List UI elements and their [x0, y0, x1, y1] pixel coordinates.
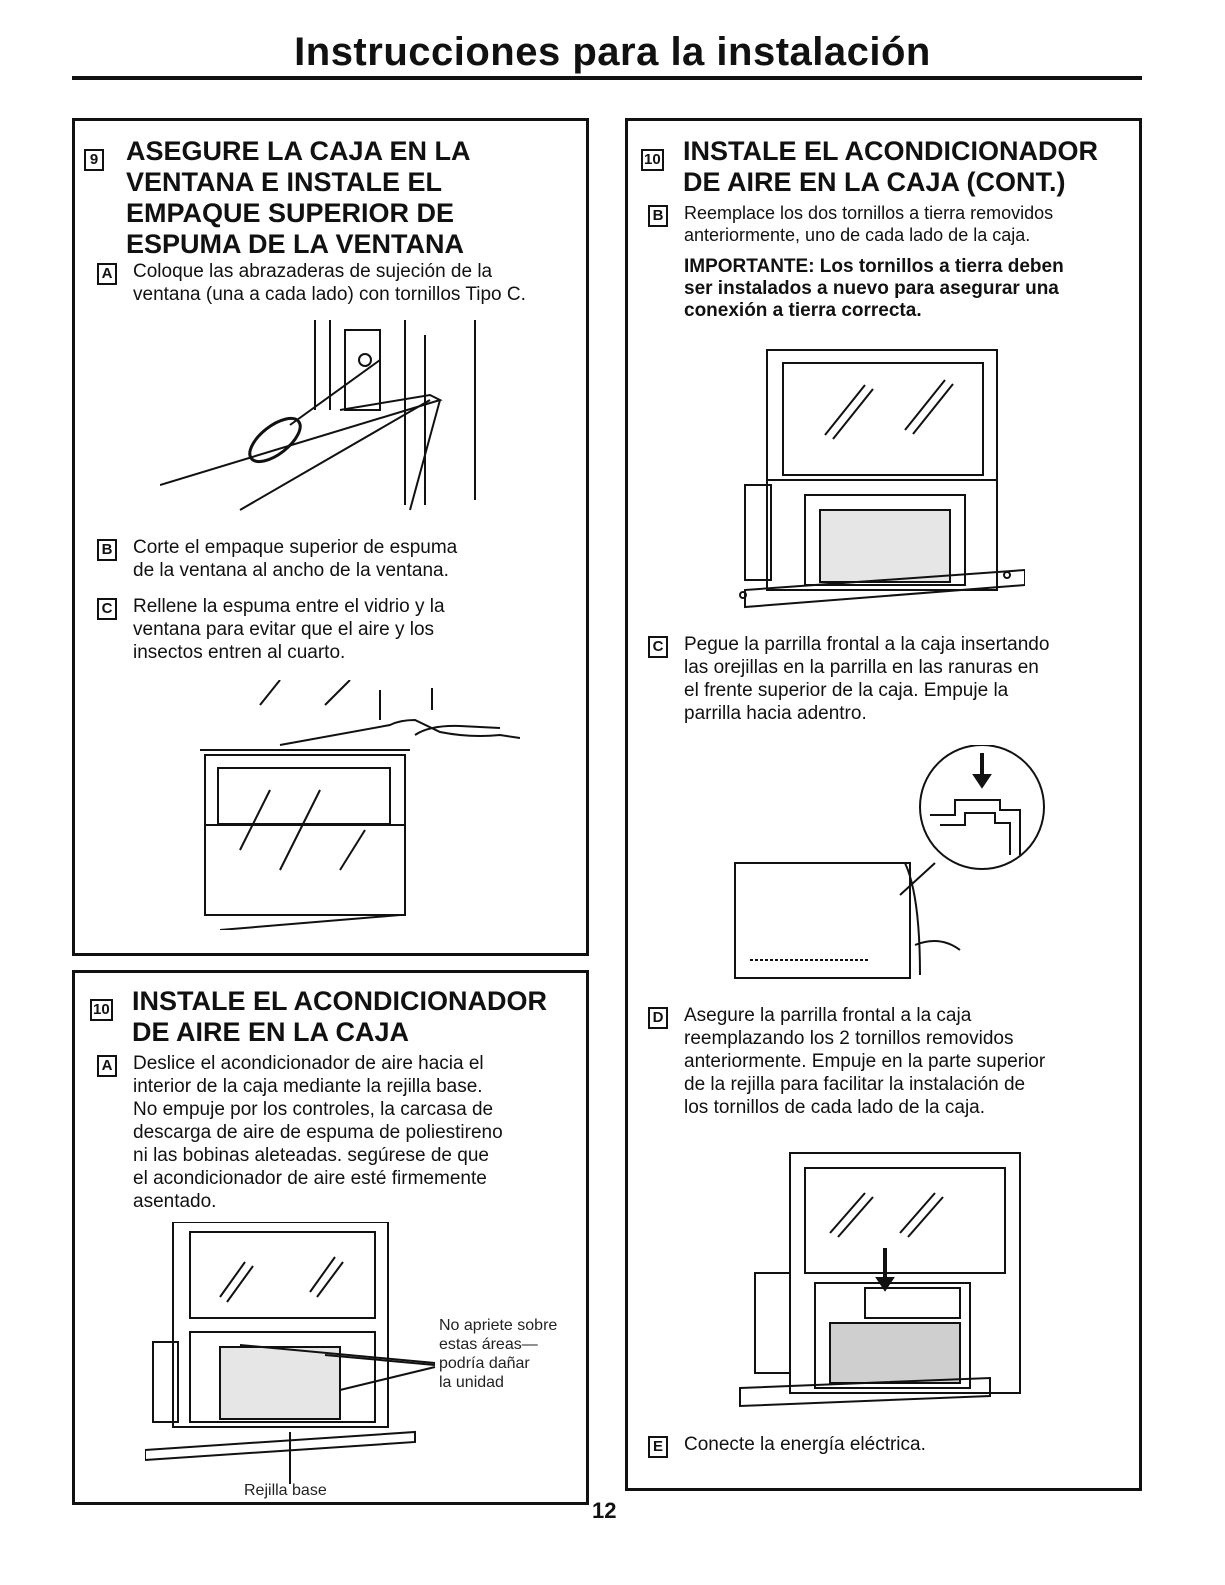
heading-line: INSTALE EL ACONDICIONADOR — [132, 986, 548, 1016]
step-text-line: Coloque las abrazaderas de sujeción de la — [133, 261, 493, 282]
step-text-line: ventana (una a cada lado) con tornillos Tipo C. — [133, 284, 526, 305]
warning-line: la unidad — [439, 1374, 504, 1391]
step-text-line: insectos entren al cuarto. — [133, 642, 346, 663]
heading-line: ESPUMA DE LA VENTANA — [126, 229, 465, 259]
step-text-line: interior de la caja mediante la rejilla base. — [133, 1076, 483, 1097]
step-text-line: los tornillos de cada lado de la caja. — [684, 1097, 986, 1118]
section-10-step-a — [101, 1052, 503, 1213]
step-text-line: reemplazando los 2 tornillos removidos — [684, 1028, 1014, 1049]
ground-screws-illustration — [735, 345, 1025, 610]
step-letter-badge: A — [97, 263, 117, 285]
page-number: 12 — [592, 1498, 617, 1523]
step-text-line: anteriormente, uno de cada lado de la caja. — [684, 225, 1031, 245]
step-letter-badge: B — [97, 539, 117, 561]
step-text-line: ni las bobinas aleteadas. segúrese de que — [133, 1145, 489, 1166]
warning-line: estas áreas— — [439, 1336, 538, 1353]
step-text-line: parrilla hacia adentro. — [684, 703, 867, 724]
warning-arrows — [230, 1335, 440, 1395]
heading-line: DE AIRE EN LA CAJA — [132, 1017, 410, 1047]
step-text-line: Pegue la parrilla frontal a la caja insertando — [684, 634, 1050, 655]
warning-line: No apriete sobre — [439, 1317, 558, 1334]
step-number-badge: 10 — [90, 990, 113, 1021]
section-10-cont-heading — [644, 136, 1099, 198]
title-divider — [72, 76, 1142, 80]
heading-line: INSTALE EL ACONDICIONADOR — [683, 136, 1099, 166]
step-number-badge: 10 — [641, 140, 664, 171]
step-letter-badge: A — [97, 1055, 117, 1077]
important-line: conexión a tierra correcta. — [684, 300, 922, 321]
foam-gasket-illustration — [200, 680, 520, 930]
base-grille-label: Rejilla base — [244, 1482, 327, 1499]
section-10-cont-step-b — [652, 202, 1054, 246]
step-text-line: el acondicionador de aire esté firmemente — [133, 1168, 487, 1189]
step-letter-badge: E — [648, 1436, 668, 1458]
heading-line: ASEGURE LA CAJA EN LA — [126, 136, 471, 166]
step-letter-badge: C — [97, 598, 117, 620]
important-notice — [684, 256, 1064, 322]
step-text-line: el frente superior de la caja. Empuje la — [684, 680, 1009, 701]
step-text-line: Corte el empaque superior de espuma — [133, 537, 458, 558]
step-letter-badge: B — [648, 205, 668, 227]
section-10-cont-step-e — [652, 1433, 926, 1456]
heading-line: EMPAQUE SUPERIOR DE — [126, 198, 455, 228]
page-title: Instrucciones para la instalación — [294, 30, 931, 74]
heading-line: DE AIRE EN LA CAJA (CONT.) — [683, 167, 1066, 197]
section-9-heading — [89, 136, 471, 260]
section-9-step-c — [101, 595, 445, 664]
section-10-cont-step-d — [652, 1004, 1046, 1119]
step-text-line: ventana para evitar que el aire y los — [133, 619, 435, 640]
section-9-step-b — [101, 536, 458, 582]
step-number-badge: 9 — [84, 140, 104, 171]
front-grille-tabs-illustration — [730, 745, 1050, 985]
warning-note — [439, 1316, 557, 1392]
step-text-line: de la rejilla para facilitar la instalación de — [684, 1074, 1026, 1095]
section-10-cont-step-c — [652, 633, 1050, 725]
step-text-line: No empuje por los controles, la carcasa de — [133, 1099, 494, 1120]
bracket-screwdriver-illustration — [160, 315, 500, 515]
step-text-line: Reemplace los dos tornillos a tierra removidos — [684, 203, 1054, 223]
step-text-line: de la ventana al ancho de la ventana. — [133, 560, 449, 581]
step-text-line: Conecte la energía eléctrica. — [684, 1434, 926, 1455]
step-text-line: Rellene la espuma entre el vidrio y la — [133, 596, 445, 617]
warning-line: podría dañar — [439, 1355, 530, 1372]
step-text-line: anteriormente. Empuje en la parte superior — [684, 1051, 1046, 1072]
step-text-line: descarga de aire de espuma de poliestireno — [133, 1122, 503, 1143]
important-line: ser instalados a nuevo para asegurar una — [684, 278, 1059, 299]
step-text-line: Deslice el acondicionador de aire hacia el — [133, 1053, 484, 1074]
section-9-step-a — [101, 260, 526, 306]
installed-grille-illustration — [735, 1148, 1025, 1408]
step-letter-badge: D — [648, 1007, 668, 1029]
step-text-line: asentado. — [133, 1191, 217, 1212]
step-letter-badge: C — [648, 636, 668, 658]
step-text-line: las orejillas en la parrilla en las ranuras en — [684, 657, 1039, 678]
section-10-heading — [93, 986, 548, 1048]
step-text-line: Asegure la parrilla frontal a la caja — [684, 1005, 972, 1026]
heading-line: VENTANA E INSTALE EL — [126, 167, 443, 197]
important-line: IMPORTANTE: Los tornillos a tierra deben — [684, 256, 1064, 277]
